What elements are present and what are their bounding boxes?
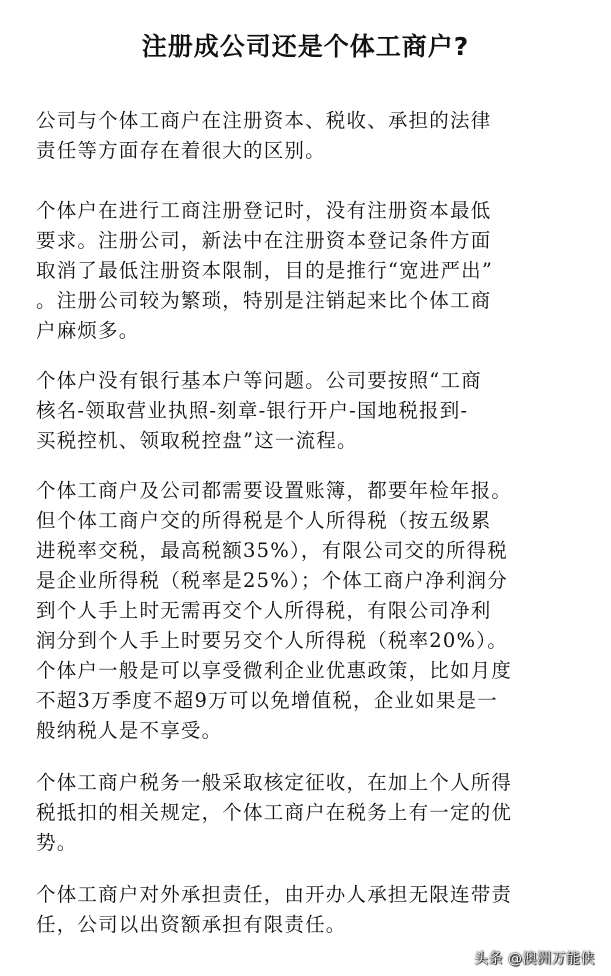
paragraph-line: 个体户没有银行基本户等问题。公司要按照“工商 (36, 369, 482, 392)
paragraph-line: 润分到个人手上时要另交个人所得税（税率20%）。 (36, 629, 508, 652)
paragraph-tax-collection (36, 768, 592, 858)
paragraph-line: 个体工商户税务一般采取核定征收，在加上个人所得 (36, 771, 513, 794)
paragraph-line: 但个体工商户交的所得税是个人所得税（按五级累 (36, 509, 492, 532)
paragraph-line: 要求。注册公司，新法中在注册资本登记条件方面 (36, 229, 492, 252)
paragraph-intro (36, 106, 592, 166)
paragraph-liability (36, 880, 592, 940)
paragraph-line: 。注册公司较为繁琐，特别是注销起来比个体工商 (36, 289, 492, 312)
paragraph-taxes (36, 476, 592, 746)
paragraph-line: 户麻烦多。 (36, 319, 140, 342)
paragraph-line: 核名-领取营业执照-刻章-银行开户-国地税报到- (36, 399, 469, 422)
paragraph-line: 公司与个体工商户在注册资本、税收、承担的法律 (36, 109, 492, 132)
paragraph-line: 个体工商户对外承担责任，由开办人承担无限连带责 (36, 883, 513, 906)
paragraph-line: 个体户一般是可以享受微利企业优惠政策，比如月度 (36, 659, 513, 682)
paragraph-registration (36, 196, 592, 346)
paragraph-line: 进税率交税，最高税额35%），有限公司交的所得税 (36, 539, 508, 562)
paragraph-line: 个体工商户及公司都需要设置账簿，都要年检年报。 (36, 479, 513, 502)
paragraph-line: 任，公司以出资额承担有限责任。 (36, 913, 347, 936)
paragraph-line: 势。 (36, 831, 78, 854)
paragraph-line: 个体户在进行工商注册登记时，没有注册资本最低 (36, 199, 492, 222)
paragraph-line: 买税控机、领取税控盘”这一流程。 (36, 429, 358, 452)
paragraph-line: 般纳税人是不享受。 (36, 719, 223, 742)
paragraph-line: 责任等方面存在着很大的区别。 (36, 139, 326, 162)
paragraph-line: 取消了最低注册资本限制，目的是推行“宽进严出” (36, 259, 494, 282)
paragraph-line: 是企业所得税（税率是25%）；个体工商户净利润分 (36, 569, 508, 592)
paragraph-line: 税抵扣的相关规定，个体工商户在税务上有一定的优 (36, 801, 513, 824)
source-watermark: 头条 @澳洲万能侠 (474, 951, 595, 967)
article-title: 注册成公司还是个体工商户? (141, 32, 470, 61)
paragraph-line: 到个人手上时无需再交个人所得税，有限公司净利 (36, 599, 492, 622)
paragraph-line: 不超3万季度不超9万可以免增值税，企业如果是一 (36, 689, 498, 712)
paragraph-bank-account (36, 366, 592, 456)
